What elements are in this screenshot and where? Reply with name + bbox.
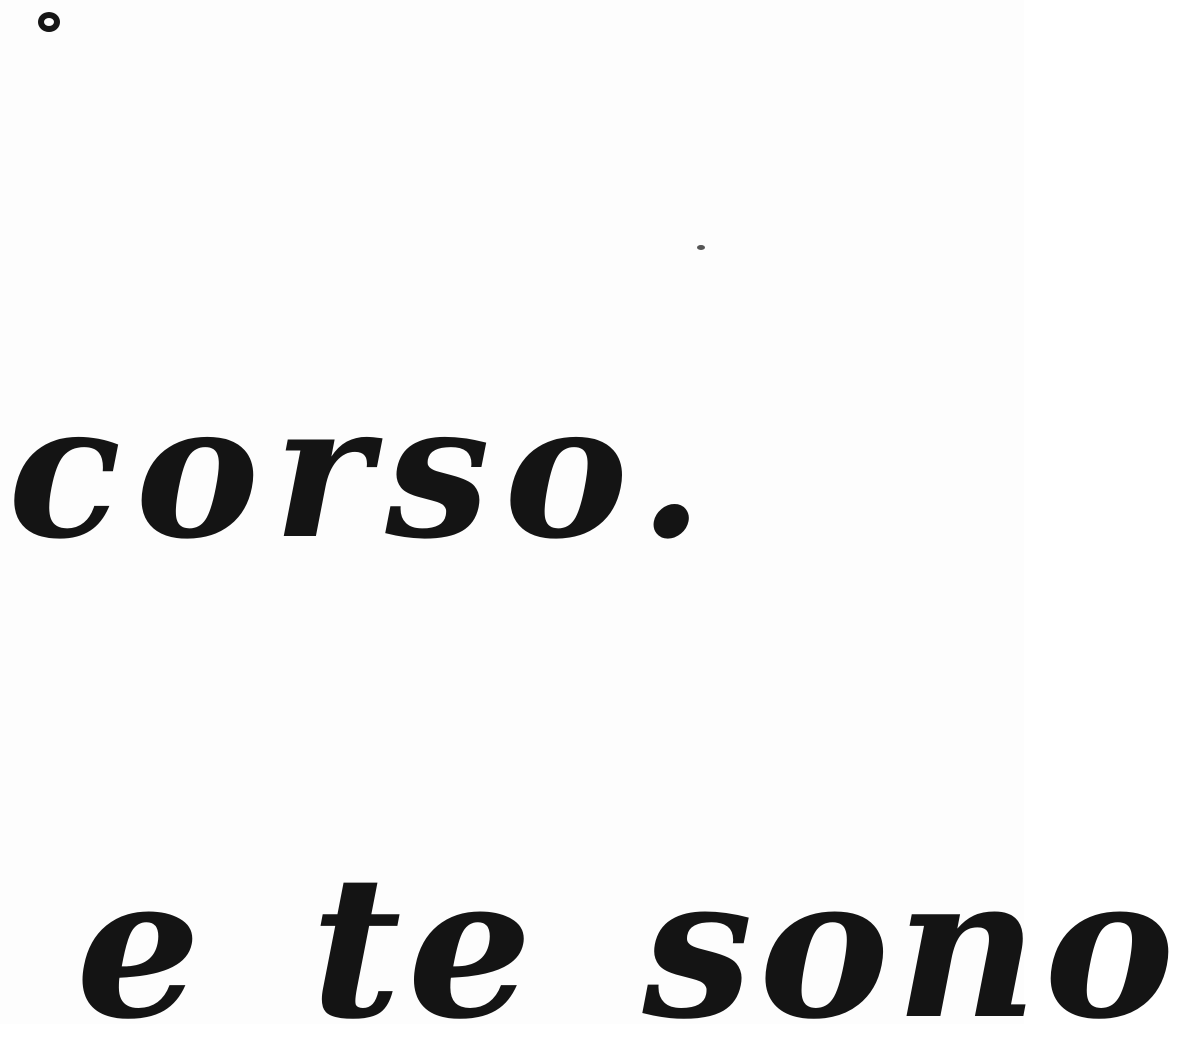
text-line-2: e te sono: [76, 833, 1181, 1063]
ink-ring-mark: [38, 12, 60, 32]
text-line-1: corso.: [8, 361, 718, 580]
ink-speck: [697, 245, 705, 250]
